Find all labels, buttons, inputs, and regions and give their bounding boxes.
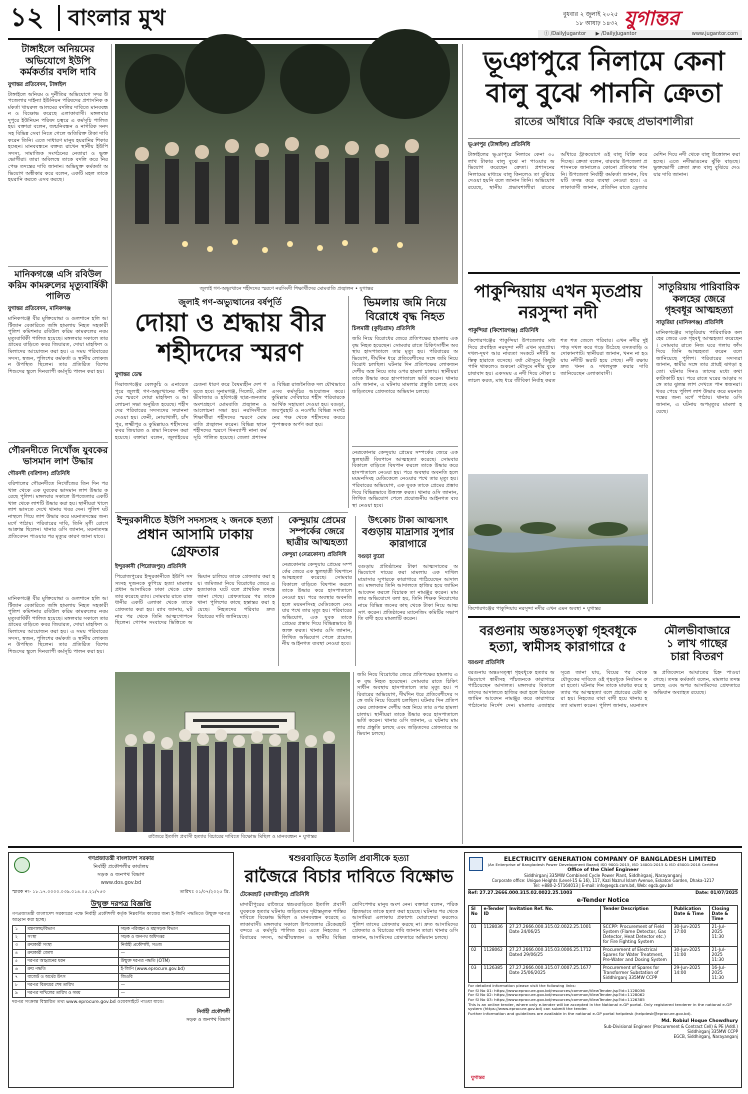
kicker: শ্বশুরবাড়িতে ইতালি প্রবাসীকে হত্যা xyxy=(289,854,409,864)
table-cell: 29-Jun-2025 14:00 xyxy=(671,964,709,982)
headline-line-2: বালু বুঝে পাননি ক্রেতা xyxy=(485,79,723,109)
moulvibazar-headline xyxy=(652,624,742,663)
signer-loc: EGCB, Siddhirganj, Narayanganj xyxy=(673,1033,738,1039)
signature-org: সড়ক ও জনপথ বিভাগ xyxy=(186,1017,230,1023)
body-cont: মানিকগঞ্জে বীর মুক্তিযোদ্ধা ও গুলশানে হলি আর্টিজান বেকারিতে জঙ্গি হামলায় নিহত সহকারী পুলিশ কমিশনার রবিউল করিম কামরুলের নবম মৃত্যুবার্ষিকী পালিত হয়েছে। মঙ্গলবার সকালে তার গ্রামের বাড়িতে কবর জিয়ারত, দোয়া মাহফিল ও মিলাদের আয়োজন করা হয়। এ সময় পরিবারের সদস্য, স্বজন, পুলিশের কর্মকর্তা ও স্থানীয় লোকজন উপস্থিত ছিলেন। তার প্রতিষ্ঠিত বিশেষ শিশুদের স্কুলে দিনব্যাপী কর্মসূচি পালন করা হয়। xyxy=(8,596,108,655)
river-photo xyxy=(468,474,648,604)
headline-line-2: নরসুন্দা নদী xyxy=(518,303,598,323)
body: জমি নিয়ে বিরোধের জেরে প্রতিপক্ষের হামলায় এক বৃদ্ধ নিহত হয়েছেন। সোমবার রাতে চিকিৎসাধীন অবস্থায় হাসপাতালে তার মৃত্যু হয়। পরিবারের অভিযোগ, দীর্ঘদিন ধরে প্রতিবেশীদের সঙ্গে জমি নিয়ে বিরোধ চলছিল। ঘটনার দিন প্রতিপক্ষের লোকজন দেশীয় অস্ত্র নিয়ে তার ওপর হামলা চালায়। স্থানীয়রা তাকে উদ্ধার করে হাসপাতালে ভর্তি করেন। থানার ওসি জানান, এ ঘটনায় মামলার প্রস্তুতি চলছে এবং জড়িতদের গ্রেফতারে অভিযান চলছে। xyxy=(352,336,458,395)
table-cell: ৯ xyxy=(13,990,26,998)
july-body xyxy=(115,372,345,508)
bhuapur-body xyxy=(468,142,740,268)
table-cell: — xyxy=(118,950,229,958)
table-cell: ক্রয়কারী জেলা xyxy=(25,950,118,958)
column-rule xyxy=(348,296,349,508)
body: বরিশালের গৌরনদীতে নিখোঁজের তিন দিন পর খাল থেকে এক যুবকের ভাসমান লাশ উদ্ধার করেছে পুলিশ। মঙ্গলবার সকালে উপজেলার একটি খাল থেকে লাশটি উদ্ধার করা হয়। স্থানীয়রা খালে লাশ ভাসতে দেখে থানায় খবর দেন। পুলিশ ঘটনাস্থলে গিয়ে লাশ উদ্ধার করে ময়নাতদন্তের জন্য মর্গে পাঠায়। পরিবারের দাবি, তিনি মৃগী রোগে আক্রান্ত ছিলেন। থানার ওসি জানান, ময়নাতদন্ত প্রতিবেদন পাওয়ার পর মৃত্যুর কারণ জানা যাবে। xyxy=(8,481,108,540)
table-cell: 30-Jun-2025 17:00 xyxy=(671,923,709,946)
table-cell: ৫ xyxy=(13,958,26,966)
table-cell: Procurement of Electrical Spares for Water Treatment, Pre-Water and Dosing System xyxy=(600,946,671,964)
photo-caption: জুলাই গণ-অভ্যুত্থানে শহীদদের স্মরণে নরসিংদী শিক্ষার্থীদের মোমবাতি প্রজ্বালন • যুগান্তর xyxy=(199,286,374,292)
story-tangail xyxy=(8,44,108,264)
barguna-headline xyxy=(468,624,648,656)
table-cell: 1126385 xyxy=(481,964,507,982)
footer-line: Further information and guidelines are available in the national e-GP portal helpdesk (helpdesk@eprocure.gov.bd). xyxy=(468,1011,692,1017)
body: বগুড়ায় প্রতিষ্ঠানের টাকা আত্মসাতের অভিযোগে দায়ের করা মামলায় এক দাখিল মাদ্রাসার সুপারকে কারাগারে পাঠিয়েছেন আদালত। মঙ্গলবার তিনি আদালতে হাজির হয়ে জামিন আবেদন করলে বিচারক তা নামঞ্জুর করেন। মামলার অভিযোগে বলা হয়, তিনি শিক্ষক নিয়োগের নামে বিভিন্ন জনের কাছ থেকে টাকা নিয়ে আত্মসাৎ করেন। প্রতিষ্ঠানের ম্যানেজিং কমিটির সভাপতি বাদী হয়ে মামলাটি করেন। xyxy=(358,563,458,623)
table-cell: 03 xyxy=(469,964,482,982)
table-cell: 27.27.2666.000.315.07.0007.25.1677 Date 25/06/2025 xyxy=(507,964,601,982)
body: মাদারীপুরের রাজৈরে শ্বশুরবাড়িতে ইতালি প্রবাসী যুবককে হত্যার ঘটনায় জড়িতদের দৃষ্টান্তমূলক শাস্তির দাবিতে বিক্ষোভ মিছিল ও মানববন্ধন করেছে এলাকাবাসী। মঙ্গলবার সকালে উপজেলার টেকেরহাট বন্দরে এ কর্মসূচি পালিত হয়। এতে নিহতের পরিবারের সদস্য, আত্মীয়স্বজন ও স্থানীয় বিভিন্ন শ্রেণিপেশার মানুষ অংশ নেন। বক্তারা বলেন, পরিকল্পিতভাবে তাকে হত্যা করা হয়েছে। ঘটনার পর থেকে আসামিরা এলাকায় প্রকাশ্যে ঘোরাফেরা করলেও পুলিশ তাদের গ্রেফতার করছে না। দ্রুত আসামিদের গ্রেফতার ও বিচারের দাবি জানান তারা। থানার ওসি জানান, আসামিদের গ্রেফতারে অভিযান চলছে। xyxy=(240,902,458,941)
page-number: ১২ xyxy=(10,3,44,33)
column-header: Closing Date & Time xyxy=(709,905,737,923)
table-row xyxy=(13,974,230,982)
table-cell: ২ xyxy=(13,934,26,942)
byline: বগুড়া ব্যুরো xyxy=(358,553,385,560)
logo: যুগান্তর xyxy=(624,6,680,30)
byline: সাতুরিয়া (মানিকগঞ্জ) প্রতিনিধি xyxy=(656,319,724,326)
byline: ভূঞাপুর (টাঙ্গাইল) প্রতিনিধি xyxy=(468,142,530,148)
headline-line-3: গৃহবধূর আত্মহত্যা xyxy=(664,305,734,316)
pakundia-headline xyxy=(468,282,648,324)
divider xyxy=(468,272,740,274)
headline-line-2: কলহের জেরে xyxy=(672,293,726,305)
masthead-divider xyxy=(58,5,60,31)
story-madrasa xyxy=(358,516,458,666)
table-cell: ৪ xyxy=(13,950,26,958)
ad-website[interactable]: www.dos.gov.bd xyxy=(100,880,142,886)
body: বরগুনায় অন্তঃসত্ত্বা গৃহবধূকে হত্যার অভিযোগে স্বামীসহ পাঁচজনকে কারাগারে পাঠিয়েছেন আদালত। মঙ্গলবার বিকালে তাদের আদালতে হাজির করা হলে বিচারক জামিন আবেদন নামঞ্জুর করে কারাগারে পাঠানোর নির্দেশ দেন। মামলার এজাহার সূত্রে জানা যায়, বিয়ের পর থেকে যৌতুকের দাবিতে ওই গৃহবধূকে নির্যাতন করা হতো। ঘটনার দিন তাকে মারধর করে হত্যার পর আত্মহত্যা বলে প্রচারের চেষ্টা করা হয়। নিহতের বাবা বাদী হয়ে থানায় হত্যা মামলা করেন। পুলিশ জানায়, ময়নাতদন্ত প্রতিবেদনে আঘাতের চিহ্ন পাওয়া গেছে। তদন্ত কর্মকর্তা বলেন, মামলার তদন্ত চলছে এবং অপর আসামিদের গ্রেফতারে অভিযান অব্যাহত রয়েছে। xyxy=(468,670,740,709)
table-cell: 21-Jul-2025 11:30 xyxy=(709,923,737,946)
vigil-scene xyxy=(115,44,458,284)
kicker: উৎকোচ টাকা আত্মসাৎ xyxy=(368,516,448,526)
footer-line: This is an online tender, where only e-tender will be accepted in the National e-GP portal. Only registered tenderer in the national e-GP system (https://www.eprocure.gov.bd) can submit the tender. xyxy=(468,1001,732,1012)
table-row xyxy=(469,946,738,964)
stamp: যুগান্তর xyxy=(471,1075,485,1081)
signature-name: নির্বাহী প্রকৌশলী xyxy=(196,1008,230,1015)
facebook-icon: ⓕ xyxy=(544,31,550,37)
table-cell: দরপত্র বিক্রয়ের শেষ তারিখ xyxy=(25,982,118,990)
table-cell: সড়ক পরিবহন ও মহাসড়ক বিভাগ xyxy=(118,926,229,934)
story-student xyxy=(352,450,458,520)
table-cell: জিওবি xyxy=(118,974,229,982)
table-cell: Procurement of Spares for Transformer Substation of Siddhirganj 335MW CCPP xyxy=(600,964,671,982)
table-row xyxy=(13,950,230,958)
headline-line-2: ১ লাখ গাছের xyxy=(666,637,728,650)
table-cell: 30-Jun-2025 11:00 xyxy=(671,946,709,964)
table-row xyxy=(13,958,230,966)
headline-line-1: ভূঞাপুরে নিলামে কেনা xyxy=(483,47,725,77)
story-arrest xyxy=(115,516,275,666)
candle-vigil-photo xyxy=(115,44,458,284)
table-cell: দরপত্র আহ্বানের ধরন xyxy=(25,958,118,966)
headline: প্রধান আসামি ঢাকায় গ্রেফতার xyxy=(137,527,253,560)
divider xyxy=(468,138,740,139)
table-row xyxy=(13,990,230,998)
headline-line-3: চারা বিতরণ xyxy=(670,650,724,663)
body-cont: জমি নিয়ে বিরোধের জেরে প্রতিপক্ষের হামলায় এক বৃদ্ধ নিহত হয়েছেন। সোমবার রাতে চিকিৎসাধীন অবস্থায় হাসপাতালে তার মৃত্যু হয়। পরিবারের অভিযোগ, দীর্ঘদিন ধরে প্রতিবেশীদের সঙ্গে জমি নিয়ে বিরোধ চলছিল। ঘটনার দিন প্রতিপক্ষের লোকজন দেশীয় অস্ত্র নিয়ে তার ওপর হামলা চালায়। স্থানীয়রা তাকে উদ্ধার করে হাসপাতালে ভর্তি করেন। থানার ওসি জানান, এ ঘটনায় মামলার প্রস্তুতি চলছে এবং জড়িতদের গ্রেফতারে অভিযান চলছে। xyxy=(357,672,458,738)
table-cell: সংস্থা xyxy=(25,934,118,942)
protest-photo xyxy=(115,672,350,832)
headline-line-1: মৌলভীবাজারে xyxy=(663,624,731,637)
footer-line[interactable]: For Sl No 03: https://www.eprocure.gov.bd/resources/common/ViewTender.jsp?id=1126385 xyxy=(468,996,645,1002)
protest-photo-caption: রাজৈরে ইতালি প্রবাসী হত্যার বিচারের দাবিতে বিক্ষোভ মিছিল ও মানববন্ধন • যুগান্তর xyxy=(148,834,317,840)
date-line-2: ১৮ আষাঢ় ১৪৩২ xyxy=(575,20,618,27)
story-gouranadi xyxy=(8,446,108,586)
tel: Tel: +880-2-57164013 | E-mail: info@egcb.com.bd, Web: egcb.gov.bd xyxy=(533,882,673,888)
table-row xyxy=(13,982,230,990)
headline: রাজৈরে বিচার দাবিতে বিক্ষোভ xyxy=(244,867,454,887)
column-rule xyxy=(652,276,653,604)
masthead-rule xyxy=(8,38,742,40)
masthead xyxy=(0,0,748,36)
table-cell: ১ xyxy=(13,926,26,934)
column-header: Sl No xyxy=(469,905,482,923)
byline: ইন্দুরকানী (পিরোজপুর) প্রতিনিধি xyxy=(115,564,187,570)
table-row xyxy=(13,942,230,950)
story-student-head xyxy=(282,516,352,666)
social-handle-2[interactable]: /DailyJugantor xyxy=(601,31,637,37)
table-cell: নির্বাহী প্রকৌশলী, সওজ xyxy=(118,942,229,950)
table-row xyxy=(469,964,738,982)
signer-title: Sub-Divisional Engineer (Procurement & Contract Cell) & PE (Addl.) xyxy=(603,1023,738,1029)
table-cell: ক্রয়কারী সংস্থা xyxy=(25,942,118,950)
byline: বরগুনা প্রতিনিধি xyxy=(468,660,505,666)
column-header: Tender Description xyxy=(600,905,671,923)
ad-intro: গণপ্রজাতন্ত্রী বাংলাদেশ সরকারের পক্ষে নির্বাহী প্রকৌশলী কর্তৃক নিম্নবর্ণিত কাজের জন্য ই-জিপি পদ্ধতিতে উন্মুক্ত দরপত্র আহ্বান করা হচ্ছে। xyxy=(12,912,230,923)
table-cell: ক্রয় পদ্ধতি xyxy=(25,966,118,974)
divider xyxy=(468,616,740,618)
table-cell: দরপত্র দাখিলের তারিখ ও সময় xyxy=(25,990,118,998)
table-row xyxy=(13,966,230,974)
table-cell: ৬ xyxy=(13,966,26,974)
headline-line-1: পাকুন্দিয়ায় এখন মৃতপ্রায় xyxy=(474,282,642,302)
table-cell: 01 xyxy=(469,923,482,946)
story-protest xyxy=(240,852,458,1088)
divider xyxy=(352,446,458,447)
ref-date: Date: 01/07/2025 xyxy=(695,890,738,896)
column-rule xyxy=(353,672,354,842)
company-name: ELECTRICITY GENERATION COMPANY OF BANGLADESH LIMITED xyxy=(503,856,717,863)
table-cell: 21-Jul-2025 11:30 xyxy=(709,946,737,964)
office: Office of the Chief Engineer xyxy=(567,867,639,873)
byline: পাকুন্দিয়া (কিশোরগঞ্জ) প্রতিনিধি xyxy=(468,328,539,334)
july-headline-1: দোয়া ও শ্রদ্ধায় বীর xyxy=(134,308,326,337)
body: কিশোরগঞ্জের পাকুন্দিয়া উপজেলার মধ্য দিয়ে প্রবাহিত নরসুন্দা নদী এখন মৃতপ্রায়। দখল-দূষণ আর নাব্যতা সংকটে নদীটি অস্তিত্ব হারাতে বসেছে। বর্ষা মৌসুমে কিছুটা পানি থাকলেও শুকনো মৌসুমে নদীর বুকে চাষাবাদ হয়। একসময় এ নদী দিয়ে নৌকা চলাচল করত, মাছ ধরে জীবিকা নির্বাহ করত শত শত জেলে পরিবার। এখন নদীর দুই পাড় দখল করে গড়ে উঠেছে বসতবাড়ি ও দোকানপাট। স্থানীয়রা জানান, খনন না হওয়ায় নদীটি ভরাট হয়ে গেছে। নদী রক্ষায় দ্রুত খনন ও দখলমুক্ত করার দাবি জানিয়েছেন এলাকাবাসী। xyxy=(468,338,648,384)
social-bar xyxy=(538,30,742,38)
ad-title: উন্মুক্ত দরপত্র বিজ্ঞপ্তি xyxy=(90,900,152,908)
byline: যুগান্তর প্রতিবেদন, টাঙ্গাইল xyxy=(8,81,66,88)
headline-line-1: সাতুরিয়ায় পারিবারিক xyxy=(658,282,740,293)
table-cell: — xyxy=(118,990,229,998)
ad-header-2: নির্বাহী প্রকৌশলীর কার্যালয় xyxy=(93,864,149,870)
kicker: ইন্দুরকানীতে ইউপি সদস্যসহ ২ জনকে হত্যা xyxy=(117,516,273,526)
byline: যুগান্তর ডেস্ক xyxy=(115,372,142,378)
memo-date: তারিখঃ ০১/০৭/২০২৫ খ্রি. xyxy=(179,890,230,895)
table-cell: উন্মুক্ত দরপত্র পদ্ধতি (OTM) xyxy=(118,958,229,966)
tender-table xyxy=(468,905,738,983)
table-cell: 16-Jul-2025 11:30 xyxy=(709,964,737,982)
govt-ad-table xyxy=(12,925,230,998)
table-cell: 27.27.2666.000.315.02.0022.25.1001 Date 24/06/25 xyxy=(507,923,601,946)
footer-line[interactable]: For Sl No 02: https://www.eprocure.gov.bd/resources/common/ViewTender.jsp?id=1128062 xyxy=(468,992,645,998)
address: Siddhirganj 335MW Combined Cycle Power Plant, Siddhirganj, Narayanganj xyxy=(524,872,682,878)
protest-scene xyxy=(115,672,350,832)
table-cell: SCCPP: Procurement of Field System (Flame Detector, Gas Detector, Heat Detector etc.) for Fire Fighting System xyxy=(600,923,671,946)
headline: গৌরনদীতে নিখোঁজ যুবকের ভাসমান লাশ উদ্ধার xyxy=(8,446,108,467)
divider xyxy=(115,512,348,513)
ad-header-3: সড়ক ও জনপথ বিভাগ xyxy=(97,872,145,878)
body: নেত্রকোনার কেন্দুয়ায় প্রেমের সম্পর্কের জেরে এক স্কুলছাত্রী বিষপানে আত্মহত্যা করেছে। সোমবার বিকালে বাড়িতে বিষপান করলে তাকে উদ্ধার করে হাসপাতালে নেওয়া হয়। পরে অবস্থার অবনতি হলে ময়মনসিংহ মেডিকেলে নেওয়ার পথে তার মৃত্যু হয়। পরিবারের অভিযোগ, এক যুবক তাকে প্রেমের প্রস্তাব দিয়ে বিভিন্নভাবে উত্ত্যক্ত করত। থানার ওসি জানান, লিখিত অভিযোগ পেলে প্রয়োজনীয় আইনগত ব্যবস্থা নেওয়া হবে। xyxy=(282,562,352,648)
signer-org: Siddhirganj 335MW CCPP xyxy=(687,1028,738,1034)
byline: চিলমারী (কুড়িগ্রাম) প্রতিনিধি xyxy=(352,326,415,332)
bhuapur-headline xyxy=(468,46,740,129)
byline: টেকেরহাট (মাদারীপুর) প্রতিনিধি xyxy=(240,892,310,898)
divider xyxy=(8,266,108,267)
barguna-body xyxy=(468,660,740,842)
divider xyxy=(8,442,108,443)
table-cell: — xyxy=(118,982,229,990)
column-header: Publication Date & Time xyxy=(671,905,709,923)
table-cell: ৩ xyxy=(13,942,26,950)
column-rule xyxy=(462,44,463,844)
social-handle-1[interactable]: /DailyJugantor xyxy=(550,31,587,37)
table-cell: 1128062 xyxy=(481,946,507,964)
table-cell: 1128036 xyxy=(481,923,507,946)
website-link[interactable]: www.jugantor.com xyxy=(691,31,738,37)
byline: গৌরনদী (বরিশাল) প্রতিনিধি xyxy=(8,471,70,477)
july-kicker: জুলাই গণ-অভ্যুত্থানের বর্ষপূর্তি xyxy=(178,298,282,308)
body: পিরোজপুরের ইন্দুরকানীতে ইউপি সদস্যসহ দুজনকে কুপিয়ে হত্যা মামলার প্রধান আসামিকে ঢাকা থেকে গ্রেফতার করেছে র‍্যাব। সোমবার রাতে রাজধানীর একটি এলাকা থেকে তাকে গ্রেফতার করা হয়। র‍্যাব জানায়, ঘটনার পর থেকে তিনি আত্মগোপনে ছিলেন। গোপন সংবাদের ভিত্তিতে অভিযান চালিয়ে তাকে গ্রেফতার করা হয়। জমিজমা নিয়ে বিরোধের জেরে এ হত্যাকাণ্ড ঘটে বলে প্রাথমিক তদন্তে জানা গেছে। গ্রেফতারের পর তাকে থানা পুলিশের কাছে হস্তান্তর করা হয়েছে। নিহতদের পরিবার দ্রুত বিচারের দাবি জানিয়েছে। xyxy=(115,574,275,627)
table-cell: সড়ক ও জনপথ অধিদপ্তর xyxy=(118,934,229,942)
date-line: বুধবার ২ জুলাই ২০২৫ xyxy=(562,11,618,18)
body: সিরাজগঞ্জের বেলকুচি ও এনায়েতপুরে জুলাই গণ-অভ্যুত্থানের শহীদদের স্মরণে দোয়া মাহফিল ও আলোচনা সভা অনুষ্ঠিত হয়েছে। শহীদদের পরিবারের সদস্যদের সম্মাননা দেওয়া হয়। ফেনী, নোয়াখালী, চাঁদপুর, লক্ষ্মীপুর ও কুমিল্লায়ও শহীদদের কবর জিয়ারত ও শ্রদ্ধা নিবেদন করা হয়েছে। বক্তারা বলেন, জুলাইয়ের চেতনা ধারণ করে বৈষম্যহীন দেশ গড়তে হবে। সুনামগঞ্জ, সিলেট, মৌলভীবাজার ও হবিগঞ্জে ছাত্র-জনতার অংশগ্রহণে মোমবাতি প্রজ্বালন ও আলোচনা সভা হয়। নরসিংদীতে শিক্ষার্থীরা শহীদদের স্মরণে মোমবাতি প্রজ্বালন করেন। বিভিন্ন স্থানে শহীদদের স্মরণে দিনব্যাপী নানা কর্মসূচি পালিত হয়েছে। জেলা প্রশাসন ও বিভিন্ন রাজনৈতিক দল যৌথভাবে এসব কর্মসূচির আয়োজন করে। কুমিল্লার দেবিদ্বারে শহীদ পরিবারকে আর্থিক সহায়তা দেওয়া হয়। বগুড়া, জয়পুরহাট ও নওগাঁয় বিভিন্ন সংগঠনের পক্ষ থেকে শহীদদের কবরে পুষ্পস্তবক অর্পণ করা হয়। xyxy=(115,382,345,441)
column-header: e-Tender ID xyxy=(481,905,507,923)
table-cell: ৭ xyxy=(13,974,26,982)
story-madrasa-cont xyxy=(357,672,458,842)
footer-line: For detailed information please visit the following links: xyxy=(468,982,576,988)
memo-number: স্মারক নং- ১৮.১৭.০০০০.০৩৯.০১৪.০৫.২১/৭৫৩ xyxy=(12,890,106,895)
ad-header-1: গণপ্রজাতন্ত্রী বাংলাদেশ সরকার xyxy=(88,856,154,862)
byline: কেন্দুয়া (নেত্রকোনা) প্রতিনিধি xyxy=(282,552,347,558)
body: মানিকগঞ্জে বীর মুক্তিযোদ্ধা ও গুলশানে হলি আর্টিজান বেকারিতে জঙ্গি হামলায় নিহত সহকারী পুলিশ কমিশনার রবিউল করিম কামরুলের নবম মৃত্যুবার্ষিকী পালিত হয়েছে। মঙ্গলবার সকালে তার গ্রামের বাড়িতে কবর জিয়ারত, দোয়া মাহফিল ও মিলাদের আয়োজন করা হয়। এ সময় পরিবারের সদস্য, স্বজন, পুলিশের কর্মকর্তা ও স্থানীয় লোকজন উপস্থিত ছিলেন। তার প্রতিষ্ঠিত বিশেষ শিশুদের স্কুলে দিনব্যাপী কর্মসূচি পালন করা হয়। xyxy=(8,316,108,375)
table-cell: বাজেট ও অর্থের উৎস xyxy=(25,974,118,982)
signer-name: Md. Robiul Hoque Chowdhury xyxy=(661,1018,738,1024)
egcb-logo xyxy=(469,857,483,871)
table-cell: ই-জিপি (www.eprocure.gov.bd) xyxy=(118,966,229,974)
footer-line[interactable]: For Sl No 01: https://www.eprocure.gov.bd/resources/common/ViewTender.jsp?id=1128036 xyxy=(468,987,645,993)
table-row xyxy=(13,934,230,942)
table-cell: 27.27.2666.000.315.03.0006.25.1712 Dated 29/06/25 xyxy=(507,946,601,964)
column-header: Invitation Ref. No. xyxy=(507,905,601,923)
byline: যুগান্তর প্রতিবেদন, মানিকগঞ্জ xyxy=(8,306,71,312)
column-rule xyxy=(278,516,279,666)
table-cell: 02 xyxy=(469,946,482,964)
story-manikganj xyxy=(8,270,108,440)
body: টাঙ্গাইলের ভূঞাপুরে নিলামে কেনা ৩০ লাখ টাকার বালু বুঝে না পাওয়ার অভিযোগ করেছেন ক্রেতা। প্রশাসনের নিলামের মাধ্যমে বালু কিনলেও তা বুঝিয়ে দেওয়া হয়নি বলে জানান তিনি। অভিযোগ রয়েছে, স্থানীয় প্রভাবশালীরা রাতের আঁধারে ট্রাকযোগে ওই বালু বিক্রি করে দিচ্ছে। ক্রেতা বলেন, বারবার উপজেলা প্রশাসনকে জানালেও কোনো প্রতিকার পাননি। উপজেলা নির্বাহী কর্মকর্তা জানান, বিষয়টি তদন্ত করে ব্যবস্থা নেওয়া হবে। এলাকাবাসী জানান, প্রতিদিন রাতে ড্রেজার মেশিন দিয়ে নদী থেকে বালু উত্তোলন করা হচ্ছে। এতে নদীভাঙনের ঝুঁকি বাড়ছে। ভুক্তভোগী ক্রেতা দ্রুত বালু বুঝিয়ে দেওয়ার দাবি জানান। xyxy=(468,152,740,191)
corporate: Corporate office: Unique Heights (Level-15 & 16), 117, Kazi Nazrul Islam Avenue, Eskaton Garden, Dhaka-1217 xyxy=(491,877,715,883)
egcb-tender-ad xyxy=(464,852,742,1088)
govt-tender-ad xyxy=(8,852,234,1088)
headline: ভিমলায় জমি নিয়ে বিরোধে বৃদ্ধ নিহত xyxy=(363,296,447,323)
july-headline-2: শহীদদের স্মরণ xyxy=(157,338,303,367)
river-photo-caption: কিশোরগঞ্জের পাকুন্দিয়ায় নরসুন্দা নদীর এখন এমন অবস্থা • যুগান্তর xyxy=(468,606,601,612)
body: মানিকগঞ্জের সাতুরিয়ায় পারিবারিক কলহের জেরে এক গৃহবধূ আত্মহত্যা করেছেন। সোমবার রাতে নিজ ঘরে গলায় ফাঁস দিয়ে তিনি আত্মহত্যা করেন বলে জানিয়েছে পুলিশ। পরিবারের সদস্যরা জানান, স্বামীর সঙ্গে তার প্রায়ই ঝগড়া হতো। ঘটনার দিনও তাদের মধ্যে কথা কাটাকাটি হয়। পরে রাতে ঘরের আড়ার সঙ্গে তার ঝুলন্ত লাশ দেখতে পান স্বজনরা। খবর পেয়ে পুলিশ লাশ উদ্ধার করে ময়নাতদন্তের জন্য মর্গে পাঠায়। থানার ওসি জানান, এ ঘটনায় অপমৃত্যুর মামলা হয়েছে। xyxy=(656,329,742,415)
pakundia-body xyxy=(468,328,648,470)
ad-note: দরপত্র সংক্রান্ত বিস্তারিত তথ্য www.eprocure.gov.bd ওয়েবসাইটে পাওয়া যাবে। xyxy=(12,1000,164,1006)
river-scene xyxy=(468,474,648,604)
story-satkhira xyxy=(656,282,742,602)
section-title: বাংলার মুখ xyxy=(68,5,166,31)
divider xyxy=(8,846,742,848)
govt-logo xyxy=(14,857,30,873)
headline-line-2: হত্যা, স্বামীসহ কারাগারে ৫ xyxy=(489,640,627,655)
table-cell: ৮ xyxy=(13,982,26,990)
column-rule xyxy=(355,516,356,666)
ref-number: Ref: 27.27.2666.000.315.02.0022.25.1003 xyxy=(468,890,573,896)
body-cont: নেত্রকোনার কেন্দুয়ায় প্রেমের সম্পর্কের জেরে এক স্কুলছাত্রী বিষপানে আত্মহত্যা করেছে। সোমবার বিকালে বাড়িতে বিষপান করলে তাকে উদ্ধার করে হাসপাতালে নেওয়া হয়। পরে অবস্থার অবনতি হলে ময়মনসিংহ মেডিকেলে নেওয়ার পথে তার মৃত্যু হয়। পরিবারের অভিযোগ, এক যুবক তাকে প্রেমের প্রস্তাব দিয়ে বিভিন্নভাবে উত্ত্যক্ত করত। থানার ওসি জানান, লিখিত অভিযোগ পেলে প্রয়োজনীয় আইনগত ব্যবস্থা নেওয়া হবে। xyxy=(352,450,458,509)
table-row xyxy=(13,926,230,934)
table-row xyxy=(469,923,738,946)
headline: মানিকগঞ্জে এসি রবিউল করিম কামরুলের মৃত্যুবার্ষিকী পালিত xyxy=(8,270,108,302)
subhead: রাতের আঁধারে বিক্রি করছে প্রভাবশালীরা xyxy=(514,115,694,128)
body: টাঙ্গাইলে অনিয়ম ও দুর্নীতির অভিযোগে সদর উপজেলার দাইন্যা ইউনিয়ন পরিষদের প্রশাসনিক কর্মকর্তা খায়রুল আলমের বদলির দাবিতে মানববন্ধন ও বিক্ষোভ করেছে এলাকাবাসী। মঙ্গলবার দুপুরে ইউনিয়ন পরিষদ চত্বরে এ কর্মসূচি পালিত হয়। বক্তারা বলেন, জন্মনিবন্ধন ও নাগরিক সনদসহ বিভিন্ন সেবা নিতে গেলে অতিরিক্ত টাকা দাবি করেন তিনি। এতে সাধারণ মানুষ হয়রানির শিকার হচ্ছেন। মানববন্ধনে বক্তব্য রাখেন স্থানীয় ইউপি সদস্য, সামাজিক সংগঠনের নেতারা ও ভুক্তভোগীরা। তারা অবিলম্বে তাকে বদলি করে নিরপেক্ষ তদন্তের দাবি জানান। অভিযুক্ত কর্মকর্তা অভিযোগ অস্বীকার করে বলেন, একটি মহল তাকে হয়রানি করতে এসব করছে। xyxy=(8,91,108,184)
tender-title: e-Tender Notice xyxy=(576,896,630,904)
headline: বগুড়ায় মাদ্রাসার সুপার কারাগারে xyxy=(361,526,455,550)
headline: টাঙ্গাইলে অনিয়মের অভিযোগে ইউপি কর্মকর্তার বদলি দাবি xyxy=(19,44,97,78)
table-cell: মন্ত্রণালয়/বিভাগ xyxy=(25,926,118,934)
tender-footer xyxy=(468,984,738,1017)
headline-line-1: বরগুনায় অন্তঃসত্ত্বা গৃহবধূকে xyxy=(479,624,637,639)
youtube-icon: ▶ xyxy=(595,31,600,37)
story-gouranadi-cont xyxy=(8,596,108,840)
column-rule xyxy=(111,44,112,592)
iso-line: (An Enterprise of Bangladesh Power Development Board) ISO 9001:2015, ISO 14001:2015 & ISO 45001:2018 Certified xyxy=(487,862,719,867)
headline: কেন্দুয়ায় প্রেমের সম্পর্কের জেরে ছাত্রীর আত্মহত্যা xyxy=(286,516,348,548)
